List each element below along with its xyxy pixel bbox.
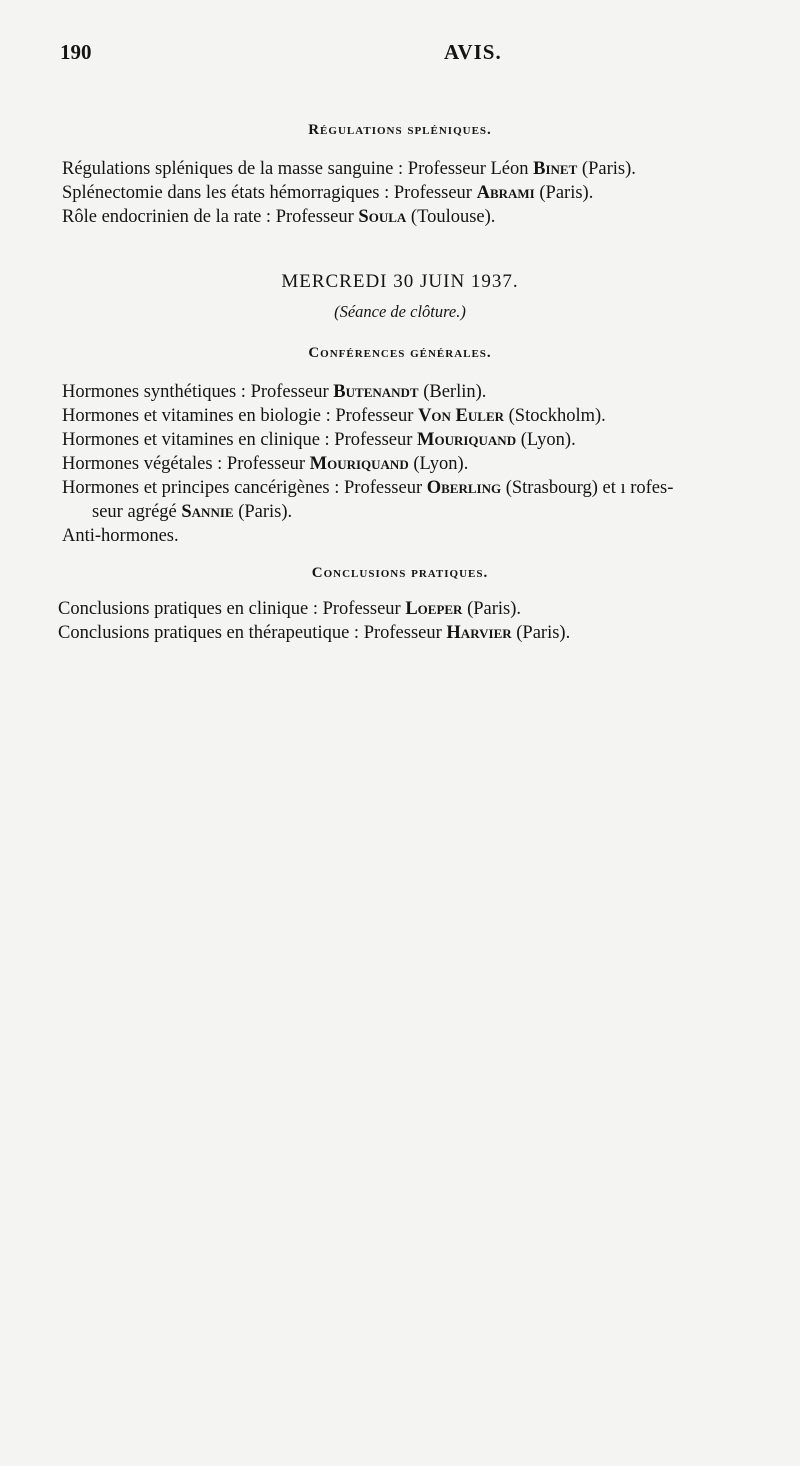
- author-name: Binet: [533, 159, 578, 179]
- text-line: [62, 157, 636, 181]
- text-line: [62, 452, 468, 476]
- author-name: Von Euler: [418, 406, 505, 426]
- author-name: Oberling: [426, 478, 502, 498]
- text-line: [58, 597, 521, 621]
- text-line: [58, 621, 570, 645]
- day-heading: MERCREDI 30 JUIN 1937.: [281, 271, 519, 292]
- session-subtitle: (Séance de clôture.): [334, 302, 466, 321]
- line-text: Hormones et principes cancérigènes : Professeur: [62, 478, 427, 498]
- text-line: [92, 500, 292, 524]
- line-suffix: (Paris).: [534, 183, 594, 203]
- page-header: [60, 40, 740, 74]
- section-heading-regulations: Régulations spléniques.: [308, 122, 492, 138]
- line-suffix: (Strasbourg) et ı rofes-: [501, 478, 674, 498]
- line-text: Anti-hormones.: [62, 526, 179, 546]
- text-line: [62, 404, 606, 428]
- line-suffix: (Toulouse).: [406, 207, 496, 227]
- text-line: [62, 524, 179, 548]
- author-name: Butenandt: [333, 382, 419, 402]
- running-head: AVIS.: [444, 40, 502, 64]
- author-name: Mouriquand: [309, 454, 409, 474]
- line-suffix: (Paris).: [233, 502, 293, 522]
- line-suffix: (Lyon).: [408, 454, 469, 474]
- line-text: seur agrégé: [92, 502, 182, 522]
- text-line: [62, 205, 495, 229]
- line-text: Conclusions pratiques en thérapeutique : Professeur: [58, 623, 447, 643]
- line-suffix: (Paris).: [462, 599, 522, 619]
- line-suffix: (Paris).: [511, 623, 571, 643]
- author-name: Abrami: [476, 183, 535, 203]
- line-suffix: (Stockholm).: [504, 406, 606, 426]
- author-name: Soula: [358, 207, 407, 227]
- section-heading-conclusions: Conclusions pratiques.: [311, 565, 489, 581]
- page-number: 190: [60, 40, 92, 64]
- line-text: Rôle endocrinien de la rate : Professeur: [62, 207, 359, 227]
- line-text: Hormones et vitamines en clinique : Professeur: [62, 430, 418, 450]
- line-suffix: (Lyon).: [516, 430, 576, 450]
- line-text: Conclusions pratiques en clinique : Professeur: [58, 599, 406, 619]
- text-line: [62, 380, 486, 404]
- line-text: Régulations spléniques de la masse sanguine : Professeur Léon: [62, 159, 534, 179]
- line-text: Hormones synthétiques : Professeur: [62, 382, 334, 402]
- section-heading-conferences: Conférences générales.: [308, 345, 492, 361]
- line-text: Splénectomie dans les états hémorragiques : Professeur: [62, 183, 477, 203]
- text-line: [62, 428, 576, 452]
- author-name: Loeper: [405, 599, 463, 619]
- line-text: Hormones végétales : Professeur: [62, 454, 310, 474]
- line-text: Hormones et vitamines en biologie : Professeur: [62, 406, 419, 426]
- author-name: Mouriquand: [417, 430, 517, 450]
- text-line: [62, 181, 593, 205]
- line-suffix: (Berlin).: [418, 382, 487, 402]
- text-line: [62, 476, 673, 500]
- author-name: Harvier: [446, 623, 512, 643]
- author-name: Sannie: [181, 502, 234, 522]
- line-suffix: (Paris).: [577, 159, 636, 179]
